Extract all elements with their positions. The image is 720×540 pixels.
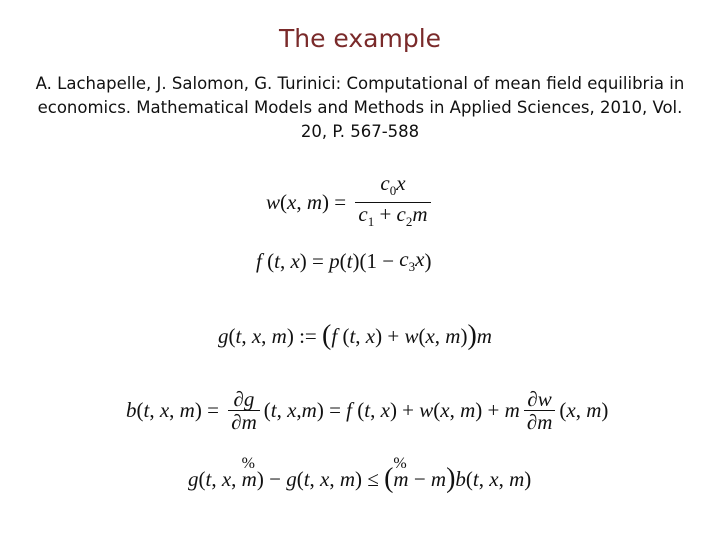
equation-inequality: g ( t , x , % m ) − g ( t , x , m ) ≤ ( % m − m ) b ( t , x , m ) bbox=[188, 454, 532, 494]
equation-f: f ( t , x ) = p ( t )(1 − $c_3x$ ) bbox=[256, 247, 432, 275]
slide-title: The example bbox=[278, 24, 442, 53]
citation: A. Lachapelle, J. Salomon, G. Turinici: Computational of mean field equilibria in economics. Mathematical Models and Methods in Applied Sciences, 2010, Vol. 20, P. 567-588 bbox=[35, 74, 685, 141]
equation-g: g ( t , x , m ) := ( f ( t , x ) + w ( x , m ) ) m bbox=[218, 320, 492, 351]
equation-w: w ( x , m ) = $\frac{c_0x}{c_1 + c_2m}$ bbox=[266, 172, 435, 233]
equation-b: b ( t , x , m ) = $\frac{\partial g}{\partial m}$ ( t , x , m ) = f ( t , x ) + w ( x , m ) + m $\frac{\partial w}{\partial m}$ ( x , m ) bbox=[126, 387, 609, 434]
